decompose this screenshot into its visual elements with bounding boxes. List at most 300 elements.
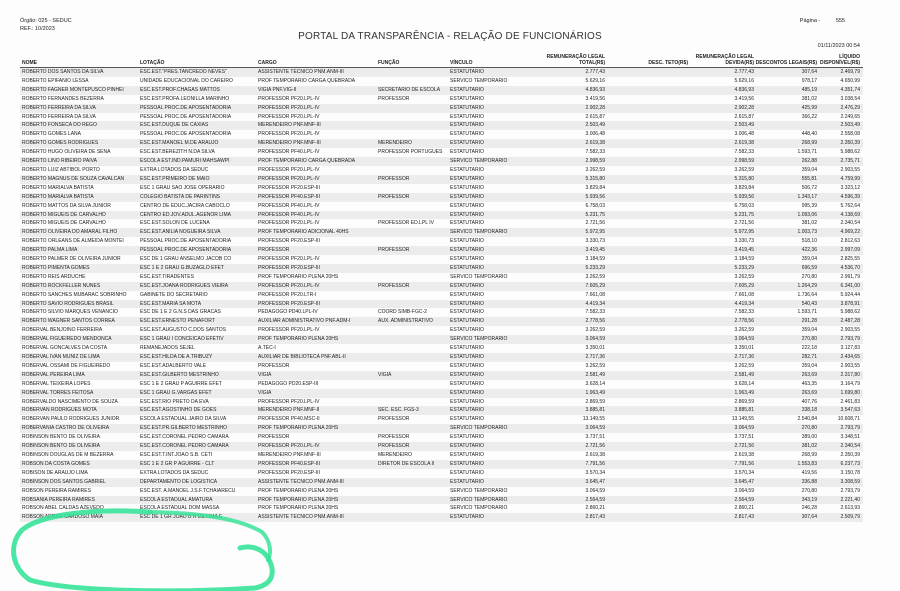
cell-vinculo: ESTATUTARIO <box>450 238 484 245</box>
cell-vinculo: SERVICO TEMPORARIO <box>450 273 508 280</box>
col-vinculo: VÍNCULO <box>450 60 473 66</box>
cell-nome: ROBINSON DOUGLAS DE M BEZERRA <box>22 451 114 458</box>
cell-lotacao: ESC.EST.BEREZITH N.DA SILVA <box>140 149 215 156</box>
cell-funcao: AUX. ADMINISTRATIVO <box>378 318 433 325</box>
cell-rem-total: 3.262,59 <box>585 327 605 334</box>
cell-lotacao: ESC.EST.JOANA RODRIGUES VIEIRA <box>140 282 229 289</box>
cell-descontos: 1.264,29 <box>797 282 817 289</box>
table-row <box>20 504 863 513</box>
cell-rem-devida: 5.972,95 <box>734 229 754 236</box>
cell-vinculo: ESTATUTARIO <box>450 122 484 129</box>
cell-cargo: PROFESSOR PF20.LPL-IV <box>258 327 320 334</box>
cell-vinculo: ESTATUTARIO <box>450 469 484 476</box>
cell-rem-devida: 2.615,87 <box>734 113 754 120</box>
cell-cargo: PROFESSOR PF20.LPL-IV <box>258 175 320 182</box>
table-row <box>20 193 863 202</box>
cell-cargo: PROFESSOR PF20.LPL-IV <box>258 95 320 102</box>
cell-cargo: PROF TEMPORARIO CARGA QUEBRADA <box>258 158 356 165</box>
cell-nome: ROBSON PEREIRA RAMIRES <box>22 487 91 494</box>
cell-cargo: PROFESSOR PF20.LPL-IV <box>258 166 320 173</box>
cell-nome: ROBERTO MIGUEIS DE CARVALHO <box>22 220 106 227</box>
cell-lotacao: ESC.EST.ERNESTO PENAFORT <box>140 318 215 325</box>
cell-descontos: 381,02 <box>801 220 817 227</box>
cell-nome: ROBERTO FERREIRA DA SILVA <box>22 113 96 120</box>
cell-liquido: 3.878,91 <box>840 300 860 307</box>
table-row <box>20 451 863 460</box>
cell-liquido: 2.735,71 <box>840 158 860 165</box>
cell-rem-total: 2.615,87 <box>585 113 605 120</box>
cell-descontos: 270,80 <box>801 273 817 280</box>
cell-descontos: 2.540,84 <box>797 416 817 423</box>
cell-rem-devida: 3.064,59 <box>734 425 754 432</box>
cell-lotacao: ESC DE 1 GRAU ANSELMO JACOB CO <box>140 256 232 263</box>
cell-lotacao: ESCOLA ESTADUAL JAIRO DA SILVA <box>140 416 227 423</box>
cell-nome: ROBERVAL TEIXEIRA LOPES <box>22 380 91 387</box>
cell-liquido: 10.608,71 <box>837 416 860 423</box>
cell-descontos: 407,76 <box>801 398 817 405</box>
cell-nome: ROBISON DE ARAUJO LIMA <box>22 469 88 476</box>
cell-descontos: 485,19 <box>801 86 817 93</box>
cell-nome: ROBERTO MAGNUS DE SOUZA CAVALCAN <box>22 175 125 182</box>
cell-rem-total: 3.262,59 <box>585 362 605 369</box>
table-row <box>20 148 863 157</box>
table-row <box>20 113 863 122</box>
cell-descontos: 422,36 <box>801 247 817 254</box>
cell-rem-devida: 2.503,49 <box>734 122 754 129</box>
cell-descontos: 359,04 <box>801 256 817 263</box>
cell-vinculo: ESTATUTARIO <box>450 362 484 369</box>
cell-descontos: 270,80 <box>801 336 817 343</box>
cell-vinculo: ESTATUTARIO <box>450 193 484 200</box>
cell-descontos: 262,88 <box>801 158 817 165</box>
col-rem-devida: REMUNERAÇÃO LEGAL DEVIDA(R$) <box>695 54 754 66</box>
cell-descontos: 1.736,64 <box>797 291 817 298</box>
cell-funcao: PROFESSOR PORTUGUES <box>378 149 443 156</box>
cell-rem-total: 2.581,49 <box>585 371 605 378</box>
cell-cargo: PROFESSOR PF20.LPL-IV <box>258 113 320 120</box>
cell-nome: ROBERTO PALMA LIMA <box>22 247 78 254</box>
cell-liquido: 3.164,79 <box>840 380 860 387</box>
cell-rem-devida: 4.836,93 <box>734 86 754 93</box>
cell-lotacao: EXTRA LOTADOS DA SEDUC <box>140 469 209 476</box>
cell-rem-devida: 3.570,34 <box>734 469 754 476</box>
cell-vinculo: ESTATUTARIO <box>450 247 484 254</box>
cell-rem-total: 2.902,28 <box>585 104 605 111</box>
cell-liquido: 5.762,64 <box>840 202 860 209</box>
cell-liquido: 2.317,80 <box>840 371 860 378</box>
cell-nome: ROBERTO SAVIO RODRIGUES BRASIL <box>22 300 114 307</box>
table-row <box>20 95 863 104</box>
cell-lotacao: EXTRA LOTADOS DA SEDUC <box>140 166 209 173</box>
cell-descontos: 307,64 <box>801 514 817 521</box>
cell-rem-devida: 7.582,33 <box>734 149 754 156</box>
cell-vinculo: ESTATUTARIO <box>450 140 484 147</box>
cell-liquido: 2.221,40 <box>840 496 860 503</box>
cell-descontos: 555,81 <box>801 175 817 182</box>
cell-funcao: PROFESSOR <box>378 175 410 182</box>
cell-vinculo: ESTATUTARIO <box>450 398 484 405</box>
cell-rem-devida: 3.419,56 <box>734 95 754 102</box>
cell-rem-total: 2.817,43 <box>585 514 605 521</box>
cell-descontos: 263,69 <box>801 389 817 396</box>
cell-rem-devida: 3.737,51 <box>734 434 754 441</box>
cell-vinculo: ESTATUTARIO <box>450 380 484 387</box>
cell-vinculo: ESTATUTARIO <box>450 166 484 173</box>
cell-rem-devida: 3.885,81 <box>734 407 754 414</box>
table-row <box>20 487 863 496</box>
cell-liquido: 6.237,73 <box>840 460 860 467</box>
cell-rem-devida: 2.717,36 <box>734 354 754 360</box>
cell-liquido: 3.323,12 <box>840 184 860 191</box>
table-row <box>20 478 863 487</box>
cell-funcao: PROFESSOR <box>378 282 410 289</box>
cell-rem-devida: 13.149,55 <box>731 416 754 423</box>
cell-funcao: MERENDEIRO <box>378 140 412 147</box>
cell-nome: ROBERTO LUIZ ABTIBOL PORTO <box>22 166 100 173</box>
cell-cargo: PROFESSOR PF40.LPL-IV <box>258 149 320 156</box>
cell-rem-total: 3.064,59 <box>585 487 605 494</box>
cell-rem-devida: 3.829,84 <box>734 184 754 191</box>
cell-cargo: VIGIA <box>258 389 272 396</box>
cell-cargo: AUXILIAR ADMINISTRATIVO PNF.ADM-I <box>258 318 351 325</box>
cell-rem-devida: 2.721,56 <box>734 443 754 450</box>
cell-liquido: 2.903,55 <box>840 362 860 369</box>
cell-funcao: COORD SIMB-FGC-2 <box>378 309 427 316</box>
cell-cargo: MERENDEIRO PNF.MNF-III <box>258 140 321 147</box>
cell-lotacao: GABINETE DO SECRETARIO <box>140 291 208 298</box>
cell-rem-total: 2.998,59 <box>585 158 605 165</box>
table-row <box>20 460 863 469</box>
table-row <box>20 496 863 505</box>
cell-cargo: PROF TEMPORARIO PLENA 20HS <box>258 336 339 343</box>
cell-rem-devida: 4.419,34 <box>734 300 754 307</box>
col-descontos: DESCONTOS LEGAIS(R$) <box>755 60 817 66</box>
cell-liquido: 2.461,83 <box>840 398 860 405</box>
cell-cargo: PROF TEMPORARIO PLENA 20HS <box>258 496 339 503</box>
table-row <box>20 219 863 228</box>
cell-descontos: 359,04 <box>801 166 817 173</box>
cell-cargo: PROFESSOR <box>258 247 290 254</box>
cell-vinculo: ESTATUTARIO <box>450 345 484 352</box>
cell-liquido: 2.997,09 <box>840 247 860 254</box>
cell-liquido: 3.547,63 <box>840 407 860 414</box>
cell-descontos: 270,80 <box>801 487 817 494</box>
cell-liquido: 2.249,65 <box>840 113 860 120</box>
table-row <box>20 273 863 282</box>
cell-lotacao: ESC.EST.PR.GILBERTO MESTRINHO <box>140 425 228 432</box>
cell-rem-total: 3.628,14 <box>585 380 605 387</box>
cell-descontos: 268,99 <box>801 451 817 458</box>
cell-liquido: 3.348,51 <box>840 434 860 441</box>
cell-rem-devida: 3.184,59 <box>734 256 754 263</box>
cell-cargo: ASSISTENTE TECNICO PNM.ANM-III <box>258 478 344 485</box>
cell-descontos: 381,02 <box>801 95 817 102</box>
cell-nome: ROBERTO GOMES LANA <box>22 131 81 138</box>
cell-vinculo: ESTATUTARIO <box>450 434 484 441</box>
cell-lotacao: ESC.EST.CORONEL PEDRO CAMARA <box>140 443 229 450</box>
cell-descontos: 336,88 <box>801 478 817 485</box>
col-rem-total: REMUNERAÇÃO LEGAL TOTAL(R$) <box>546 54 605 66</box>
cell-rem-total: 13.149,55 <box>582 416 605 423</box>
cell-rem-devida: 2.777,43 <box>734 69 754 75</box>
cell-nome: ROBERVAN RODRIGUES MOTA <box>22 407 97 414</box>
cell-cargo: PROFESSOR PF20.LPL-IV <box>258 131 320 138</box>
cell-nome: ROBERTO FAGNER MONTEPUSCO PINHEI <box>22 86 124 93</box>
cell-rem-total: 6.758,03 <box>585 202 605 209</box>
cell-funcao: SEC. ESC. FGS-3 <box>378 407 419 414</box>
cell-lotacao: ESC.EST. A.MANOEL J.S.F.TCHAIARECU <box>140 487 236 494</box>
cell-descontos: 366,22 <box>801 113 817 120</box>
cell-liquido: 4.351,74 <box>840 86 860 93</box>
cell-nome: ROBERVAL PEREIRA LIMA <box>22 371 85 378</box>
cell-liquido: 4.650,99 <box>840 77 860 84</box>
cell-lotacao: ESC 1 GRAU SAO JOSE OPERARIO <box>140 184 225 191</box>
table-row <box>20 371 863 380</box>
cell-cargo: PROFESSOR PF20.LPL-IV <box>258 104 320 111</box>
cell-descontos: 338,18 <box>801 407 817 414</box>
cell-liquido: 5.924,44 <box>840 291 860 298</box>
cell-rem-devida: 5.629,16 <box>734 77 754 84</box>
cell-nome: ROBERTO MIGUEIS DE CARVALHO <box>22 211 106 218</box>
cell-nome: ROBERVAL GONCALVES DA COSTA <box>22 345 108 352</box>
cell-descontos: 291,28 <box>801 318 817 325</box>
table-row <box>20 104 863 113</box>
cell-descontos: 448,40 <box>801 131 817 138</box>
cell-vinculo: ESTATUTARIO <box>450 309 484 316</box>
cell-rem-devida: 2.902,28 <box>734 104 754 111</box>
cell-descontos: 540,43 <box>801 300 817 307</box>
cell-cargo: MERENDEIRO PNF.MNF-III <box>258 122 321 129</box>
table-row <box>20 415 863 424</box>
table-row <box>20 317 863 326</box>
cell-vinculo: ESTATUTARIO <box>450 514 484 521</box>
table-row <box>20 139 863 148</box>
cell-descontos: 381,02 <box>801 443 817 450</box>
cell-cargo: PEDAGOGO PD20.ESP-III <box>258 380 319 387</box>
table-row <box>20 353 863 362</box>
cell-liquido: 1.699,80 <box>840 389 860 396</box>
cell-liquido: 2.825,55 <box>840 256 860 263</box>
cell-descontos: 1.593,71 <box>797 149 817 156</box>
cell-lotacao: ESC.EST.ADALBERTO VALE <box>140 362 207 369</box>
cell-rem-devida: 6.758,03 <box>734 202 754 209</box>
cell-vinculo: ESTATUTARIO <box>450 264 484 271</box>
cell-funcao: PROFESSOR <box>378 193 410 200</box>
cell-rem-total: 7.605,29 <box>585 282 605 289</box>
table-row <box>20 308 863 317</box>
cell-vinculo: ESTATUTARIO <box>450 407 484 414</box>
cell-liquido: 4.596,39 <box>840 193 860 200</box>
cell-descontos: 389,00 <box>801 434 817 441</box>
cell-lotacao: PESSOAL PROC.DE APOSENTADORIA <box>140 131 232 138</box>
cell-rem-total: 3.570,34 <box>585 469 605 476</box>
cell-cargo: PROFESSOR PF20.ESP-III <box>258 469 320 476</box>
cell-rem-total: 2.717,36 <box>585 354 605 360</box>
cell-lotacao: REMANEJADOS SEJEL <box>140 345 195 352</box>
cell-rem-total: 3.419,45 <box>585 247 605 254</box>
cell-cargo: AUXILIAR DE BIBLIOTECA PNF.ABL-II <box>258 354 346 360</box>
cell-descontos: 307,64 <box>801 69 817 75</box>
table-row <box>20 175 863 184</box>
cell-descontos: 270,80 <box>801 425 817 432</box>
orgao-label: Órgão: 025 - SEDUC <box>20 18 72 24</box>
cell-liquido: 4.138,69 <box>840 211 860 218</box>
cell-vinculo: ESTATUTARIO <box>450 354 484 360</box>
cell-descontos: 518,10 <box>801 238 817 245</box>
cell-cargo: PROFESSOR PF40.LPL-IV <box>258 211 320 218</box>
cell-vinculo: SERVICO TEMPORARIO <box>450 158 508 165</box>
cell-vinculo: SERVICO TEMPORARIO <box>450 496 508 503</box>
cell-lotacao: ESC 1 E 2 GRAU G.BUZAGLO EFET <box>140 264 224 271</box>
page-title: PORTAL DA TRANSPARÊNCIA - RELAÇÃO DE FUNCIONÁRIOS <box>298 31 602 42</box>
cell-rem-devida: 2.721,56 <box>734 220 754 227</box>
table-row <box>20 255 863 264</box>
cell-rem-devida: 5.315,80 <box>734 175 754 182</box>
cell-rem-devida: 5.231,75 <box>734 211 754 218</box>
cell-rem-devida: 3.262,59 <box>734 362 754 369</box>
cell-lotacao: PESSOAL PROC.DE APOSENTADORIA <box>140 238 232 245</box>
table-row <box>20 406 863 415</box>
cell-nome: ROBERTO PIMENTA GOMES <box>22 264 90 271</box>
cell-rem-devida: 7.605,29 <box>734 282 754 289</box>
cell-funcao: PROFESSOR <box>378 443 410 450</box>
cell-nome: ROBINSON BENTO DE OLIVEIRA <box>22 434 100 441</box>
cell-nome: ROBERTO MARIALVA BATISTA <box>22 193 94 200</box>
cell-rem-total: 2.777,43 <box>585 69 605 75</box>
cell-rem-total: 4.419,34 <box>585 300 605 307</box>
cell-rem-devida: 2.619,38 <box>734 140 754 147</box>
cell-rem-devida: 3.262,59 <box>734 273 754 280</box>
cell-lotacao: ESC DE 1 E 2 G.N.S DAS GRACAS <box>140 309 221 316</box>
cell-descontos: 419,56 <box>801 469 817 476</box>
cell-rem-total: 2.860,21 <box>585 505 605 512</box>
table-row <box>20 166 863 175</box>
cell-vinculo: ESTATUTARIO <box>450 282 484 289</box>
cell-nome: ROBERTO MARIALVA BATISTA <box>22 184 94 191</box>
table-header <box>20 51 863 68</box>
cell-vinculo: ESTATUTARIO <box>450 184 484 191</box>
cell-cargo: ASSISTENTE TECNICO PNM.ANM-III <box>258 514 344 521</box>
cell-vinculo: ESTATUTARIO <box>450 149 484 156</box>
cell-liquido: 5.988,62 <box>840 149 860 156</box>
cell-nome: ROBERTO OLIVEIRA DO AMARAL FILHO <box>22 229 118 236</box>
cell-nome: ROBERTO REIS ARDUCHE <box>22 273 86 280</box>
cell-rem-total: 3.262,59 <box>585 166 605 173</box>
table-row <box>20 68 863 77</box>
cell-rem-total: 7.582,33 <box>585 309 605 316</box>
cell-cargo: PROF TEMPORARIO PLENA 20HS <box>258 487 339 494</box>
cell-descontos: 995,39 <box>801 202 817 209</box>
cell-rem-devida: 3.350,01 <box>734 345 754 352</box>
table-row <box>20 282 863 291</box>
cell-rem-total: 3.350,01 <box>585 345 605 352</box>
cell-rem-total: 7.791,56 <box>585 460 605 467</box>
cell-descontos: 1.553,83 <box>797 460 817 467</box>
cell-vinculo: ESTATUTARIO <box>450 300 484 307</box>
cell-lotacao: ESC.EST.DUQUE DE CAXIAS <box>140 122 209 129</box>
cell-lotacao: ESC.EST.SOLON DE LUCENA <box>140 220 210 227</box>
cell-rem-devida: 2.817,43 <box>734 514 754 521</box>
cell-lotacao: ESC.EST.GILBERTO MESTRINHO <box>140 371 219 378</box>
cell-vinculo: ESTATUTARIO <box>450 291 484 298</box>
cell-lotacao: PESSOAL PROC.DE APOSENTADORIA <box>140 113 232 120</box>
cell-liquido: 2.434,65 <box>840 354 860 360</box>
cell-cargo: PROFESSOR PF20.LPL-IV <box>258 256 320 263</box>
cell-descontos: 359,04 <box>801 327 817 334</box>
cell-vinculo: ESTATUTARIO <box>450 460 484 467</box>
cell-rem-total: 3.064,59 <box>585 425 605 432</box>
cell-rem-devida: 5.939,56 <box>734 193 754 200</box>
cell-rem-total: 3.064,59 <box>585 336 605 343</box>
cell-rem-total: 5.231,75 <box>585 211 605 218</box>
cell-liquido: 3.150,78 <box>840 469 860 476</box>
cell-rem-total: 3.645,47 <box>585 478 605 485</box>
cell-liquido: 2.350,39 <box>840 451 860 458</box>
cell-rem-total: 5.972,95 <box>585 229 605 236</box>
cell-rem-total: 3.330,73 <box>585 238 605 245</box>
cell-rem-devida: 2.778,56 <box>734 318 754 325</box>
table-row <box>20 424 863 433</box>
cell-funcao: PROFESSOR <box>378 434 410 441</box>
cell-vinculo: ESTATUTARIO <box>450 318 484 325</box>
cell-liquido: 2.503,49 <box>840 122 860 129</box>
table-row <box>20 86 863 95</box>
cell-nome: ROBERTO GOMES RODRIGUES <box>22 140 99 147</box>
cell-vinculo: ESTATUTARIO <box>450 202 484 209</box>
table-row <box>20 184 863 193</box>
table-row <box>20 344 863 353</box>
cell-descontos: 282,71 <box>801 354 817 360</box>
cell-cargo: PROFESSOR PF20.ESP-III <box>258 264 320 271</box>
cell-lotacao: COLEGIO BATISTA DE PARINTINS <box>140 193 221 200</box>
cell-descontos: 463,35 <box>801 380 817 387</box>
cell-vinculo: SERVICO TEMPORARIO <box>450 229 508 236</box>
cell-cargo: PROFESSOR PF20.LTR-I <box>258 291 317 298</box>
cell-rem-total: 2.778,56 <box>585 318 605 325</box>
cell-vinculo: ESTATUTARIO <box>450 327 484 334</box>
cell-vinculo: ESTATUTARIO <box>450 256 484 263</box>
cell-liquido: 6.341,00 <box>840 282 860 289</box>
cell-lotacao: ESC DE 1 GR JOAO B R DE LIMA E <box>140 514 223 521</box>
cell-lotacao: ESC.EST.ANILIA NOGUEIRA SILVA <box>140 229 221 236</box>
cell-descontos: 359,04 <box>801 362 817 369</box>
cell-rem-devida: 2.581,49 <box>734 371 754 378</box>
cell-nome: ROBERTO MATTOS DA SILVA JUNIOR <box>22 202 111 209</box>
cell-cargo: MERENDEIRO PNF.MNF-II <box>258 407 320 414</box>
cell-nome: ROBERTO SILVIO MARQUES VENANCIO <box>22 309 118 316</box>
cell-lotacao: ESC.EST.T.INT.JOAO S.B. CETI <box>140 451 213 458</box>
cell-nome: ROBERTO FONSECA DO REGO <box>22 122 97 129</box>
cell-cargo: PROFESSOR PF20.LPL-IV <box>258 398 320 405</box>
cell-lotacao: ESC.EST.RIO PRETO DA EVA <box>140 398 209 405</box>
cell-funcao: PROFESSOR <box>378 416 410 423</box>
col-cargo: CARGO <box>258 60 277 66</box>
cell-rem-devida: 7.661,08 <box>734 291 754 298</box>
cell-lotacao: ESC.EST.AUGUSTO C.DOS SANTOS <box>140 327 226 334</box>
cell-liquido: 4.536,70 <box>840 264 860 271</box>
cell-cargo: PROF TEMPORARIO PLENA 20HS <box>258 505 339 512</box>
cell-rem-devida: 3.628,14 <box>734 380 754 387</box>
cell-rem-total: 2.564,59 <box>585 496 605 503</box>
cell-rem-devida: 3.262,59 <box>734 166 754 173</box>
cell-nome: ROBSANIA PEREIRA RAMIRES <box>22 496 95 503</box>
cell-nome: ROBINSON DOS SANTOS GABRIEL <box>22 478 106 485</box>
cell-liquido: 2.793,79 <box>840 336 860 343</box>
cell-descontos: 506,72 <box>801 184 817 191</box>
cell-nome: ROBERTO EPIFANIO LESSA <box>22 77 89 84</box>
cell-vinculo: SERVICO TEMPORARIO <box>450 336 508 343</box>
cell-vinculo: ESTATUTARIO <box>450 175 484 182</box>
